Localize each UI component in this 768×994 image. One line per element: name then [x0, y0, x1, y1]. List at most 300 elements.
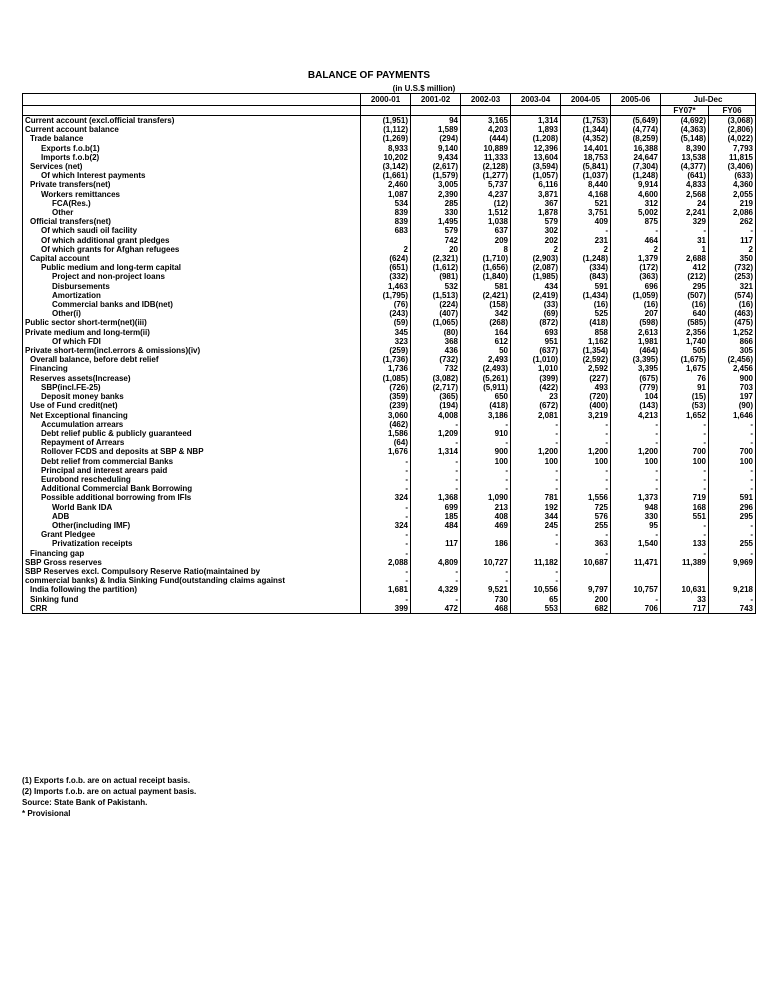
row-value: 3,005	[411, 180, 461, 189]
row-label: SBP Gross reserves	[23, 558, 361, 567]
row-value: 2,460	[361, 180, 411, 189]
row-value: -	[709, 549, 756, 558]
row-value: (334)	[561, 263, 611, 272]
row-value: (4,774)	[611, 125, 661, 134]
row-label: Grant Pledgee	[23, 530, 361, 539]
row-value: (1,085)	[361, 374, 411, 383]
row-value: 363	[561, 539, 611, 548]
row-value: 104	[611, 392, 661, 401]
row-value: -	[361, 466, 411, 475]
row-value: 1,200	[561, 447, 611, 456]
row-value: -	[611, 429, 661, 438]
row-value: (720)	[561, 392, 611, 401]
row-value: -	[461, 420, 511, 429]
row-value: (227)	[561, 374, 611, 383]
row-value: 719	[661, 493, 709, 502]
row-value: (4,377)	[661, 162, 709, 171]
row-value: 484	[411, 521, 461, 530]
row-value: (1,344)	[561, 125, 611, 134]
row-label: Overall balance, before debt relief	[23, 355, 361, 364]
row-value: -	[461, 438, 511, 447]
row-value: -	[361, 530, 411, 539]
row-value: 350	[709, 254, 756, 263]
row-value: (69)	[511, 309, 561, 318]
table-row	[23, 300, 756, 309]
row-value: 302	[511, 226, 561, 235]
row-value: (4,352)	[561, 134, 611, 143]
table-row	[23, 309, 756, 318]
row-value: (585)	[661, 318, 709, 327]
row-value: (732)	[709, 263, 756, 272]
row-value: 76	[661, 374, 709, 383]
row-value: -	[411, 475, 461, 484]
row-value: -	[709, 438, 756, 447]
row-value: -	[709, 420, 756, 429]
row-value: -	[411, 420, 461, 429]
row-value: 521	[561, 199, 611, 208]
table-row	[23, 364, 756, 373]
row-label: Possible additional borrowing from IFIs	[23, 493, 361, 502]
row-value: 9,434	[411, 153, 461, 162]
row-value	[411, 549, 461, 558]
row-value: -	[561, 429, 611, 438]
row-value: 579	[511, 217, 561, 226]
row-value: 2,356	[661, 328, 709, 337]
row-value: 640	[661, 309, 709, 318]
row-value: 703	[709, 383, 756, 392]
header-blank	[23, 94, 361, 106]
table-row	[23, 567, 756, 576]
table-row	[23, 272, 756, 281]
row-value: -	[561, 438, 611, 447]
row-value: 323	[361, 337, 411, 346]
row-value: 732	[411, 364, 461, 373]
row-value: (1,579)	[411, 171, 461, 180]
row-value: 2,390	[411, 190, 461, 199]
table-row	[23, 171, 756, 180]
row-value: (843)	[561, 272, 611, 281]
row-value	[461, 549, 511, 558]
row-value: (675)	[611, 374, 661, 383]
row-value: (2,421)	[461, 291, 511, 300]
row-value: 9,797	[561, 585, 611, 594]
row-value: 164	[461, 328, 511, 337]
row-value: (2,321)	[411, 254, 461, 263]
row-value: (3,068)	[709, 116, 756, 126]
row-value	[361, 236, 411, 245]
row-value: -	[661, 466, 709, 475]
row-value: -	[511, 539, 561, 548]
row-label: FCA(Res.)	[23, 199, 361, 208]
row-value: 948	[611, 503, 661, 512]
row-value: 11,815	[709, 153, 756, 162]
row-value: (143)	[611, 401, 661, 410]
row-value: 295	[661, 282, 709, 291]
row-value: (212)	[661, 272, 709, 281]
row-value: (574)	[709, 291, 756, 300]
row-value: 24,647	[611, 153, 661, 162]
row-value: 324	[361, 521, 411, 530]
row-value: -	[411, 466, 461, 475]
row-value: 700	[709, 447, 756, 456]
row-value: 11,182	[511, 558, 561, 567]
row-value: 117	[709, 236, 756, 245]
row-value: 192	[511, 503, 561, 512]
table-row	[23, 190, 756, 199]
table-row	[23, 144, 756, 153]
row-value: -	[611, 438, 661, 447]
row-value: 100	[461, 457, 511, 466]
row-value: 725	[561, 503, 611, 512]
table-row	[23, 245, 756, 254]
row-value: 367	[511, 199, 561, 208]
row-value: -	[611, 595, 661, 604]
table-row	[23, 236, 756, 245]
row-value: -	[611, 466, 661, 475]
row-value: 202	[511, 236, 561, 245]
row-value: 706	[611, 604, 661, 614]
row-value	[611, 567, 661, 576]
table-row	[23, 539, 756, 548]
row-value: 4,809	[411, 558, 461, 567]
row-value: 255	[709, 539, 756, 548]
row-value: 4,237	[461, 190, 511, 199]
row-label: Of which saudi oil facility	[23, 226, 361, 235]
table-row	[23, 291, 756, 300]
row-value: 409	[561, 217, 611, 226]
row-value: 5,737	[461, 180, 511, 189]
row-value: 591	[561, 282, 611, 291]
row-value: (1,612)	[411, 263, 461, 272]
row-value: -	[511, 475, 561, 484]
row-label: Services (net)	[23, 162, 361, 171]
row-value: (5,841)	[561, 162, 611, 171]
row-value: 305	[709, 346, 756, 355]
table-row	[23, 447, 756, 456]
row-value: 295	[709, 512, 756, 521]
row-value	[511, 549, 561, 558]
row-value: 9,969	[709, 558, 756, 567]
row-value: (2,456)	[709, 355, 756, 364]
row-value: 4,833	[661, 180, 709, 189]
row-value: -	[709, 226, 756, 235]
table-row	[23, 558, 756, 567]
row-value: (633)	[709, 171, 756, 180]
table-row	[23, 530, 756, 539]
row-value: (194)	[411, 401, 461, 410]
row-label: Other	[23, 208, 361, 217]
table-row	[23, 254, 756, 263]
row-value: (1,661)	[361, 171, 411, 180]
row-value: 324	[361, 493, 411, 502]
row-value: 11,389	[661, 558, 709, 567]
row-value: (732)	[411, 355, 461, 364]
row-value: 11,471	[611, 558, 661, 567]
row-value: (5,649)	[611, 116, 661, 126]
row-value: 399	[361, 604, 411, 614]
row-label: Repayment of Arrears	[23, 438, 361, 447]
row-value: 33	[661, 595, 709, 604]
row-value: 345	[361, 328, 411, 337]
row-value: -	[561, 549, 611, 558]
row-value: 11,333	[461, 153, 511, 162]
row-value: 31	[661, 236, 709, 245]
row-value: 95	[611, 521, 661, 530]
row-value: 1,675	[661, 364, 709, 373]
footnote: Source: State Bank of Pakistanh.	[22, 798, 148, 807]
row-value: -	[661, 549, 709, 558]
row-value: 436	[411, 346, 461, 355]
row-value: (475)	[709, 318, 756, 327]
row-value: 10,556	[511, 585, 561, 594]
row-label: Public medium and long-term capital	[23, 263, 361, 272]
row-value: -	[361, 512, 411, 521]
row-value: -	[561, 420, 611, 429]
row-value: (64)	[361, 438, 411, 447]
row-value: 4,008	[411, 411, 461, 420]
row-value: 219	[709, 199, 756, 208]
row-value: -	[361, 595, 411, 604]
row-value: 207	[611, 309, 661, 318]
row-value: 591	[709, 493, 756, 502]
row-value: 1,740	[661, 337, 709, 346]
row-value: (8,259)	[611, 134, 661, 143]
row-value	[709, 567, 756, 576]
row-value: 4,203	[461, 125, 511, 134]
row-value: (444)	[461, 134, 511, 143]
row-value: 2	[561, 245, 611, 254]
row-value: 875	[611, 217, 661, 226]
subheader-blank	[23, 106, 361, 116]
row-value: 200	[561, 595, 611, 604]
row-value: 576	[561, 512, 611, 521]
row-value: 1,200	[511, 447, 561, 456]
row-value: 2	[361, 245, 411, 254]
row-value: 10,202	[361, 153, 411, 162]
row-label: Sinking fund	[23, 595, 361, 604]
row-value: 8,933	[361, 144, 411, 153]
row-value: (598)	[611, 318, 661, 327]
row-value: -	[461, 576, 511, 585]
row-value: 434	[511, 282, 561, 291]
row-value: -	[411, 567, 461, 576]
row-label: SBP(incl.FE-25)	[23, 383, 361, 392]
row-value: 505	[661, 346, 709, 355]
row-value: 1,162	[561, 337, 611, 346]
row-value: -	[661, 429, 709, 438]
table-row	[23, 328, 756, 337]
row-label: Debt relief public & publicly guaranteed	[23, 429, 361, 438]
row-label: Accumulation arrears	[23, 420, 361, 429]
row-value: (16)	[561, 300, 611, 309]
row-value: 464	[611, 236, 661, 245]
row-value: 910	[461, 429, 511, 438]
row-value: (624)	[361, 254, 411, 263]
row-value: (422)	[511, 383, 561, 392]
row-value: (637)	[511, 346, 561, 355]
row-label: Disbursements	[23, 282, 361, 291]
row-value: 13,604	[511, 153, 561, 162]
row-value: 1,878	[511, 208, 561, 217]
row-value: 296	[709, 503, 756, 512]
row-value: (1,065)	[411, 318, 461, 327]
row-value: 1,200	[611, 447, 661, 456]
row-value: -	[411, 457, 461, 466]
row-value: 1,893	[511, 125, 561, 134]
row-value: 231	[561, 236, 611, 245]
row-value: 1,589	[411, 125, 461, 134]
col-subheader: FY07*	[661, 106, 709, 116]
table-row	[23, 549, 756, 558]
table-row	[23, 576, 756, 585]
row-value: 329	[661, 217, 709, 226]
table-row	[23, 383, 756, 392]
row-value: 700	[661, 447, 709, 456]
row-value: -	[411, 484, 461, 493]
table-row	[23, 346, 756, 355]
col-subheader: FY06	[709, 106, 756, 116]
table-row	[23, 208, 756, 217]
row-value: 330	[611, 512, 661, 521]
row-value: 1,646	[709, 411, 756, 420]
row-label: Private short-term(incl.errors & omissions)(iv)	[23, 346, 361, 355]
row-value: 1,090	[461, 493, 511, 502]
row-value: 2,055	[709, 190, 756, 199]
row-value: 742	[411, 236, 461, 245]
row-value: -	[461, 475, 511, 484]
row-value: 12,396	[511, 144, 561, 153]
row-value	[661, 576, 709, 585]
row-value: (1,753)	[561, 116, 611, 126]
col-header: 2005-06	[611, 94, 661, 106]
row-label: Reserves assets(Increase)	[23, 374, 361, 383]
row-value: (239)	[361, 401, 411, 410]
row-value: -	[361, 549, 411, 558]
row-value: (462)	[361, 420, 411, 429]
row-value: 2,088	[361, 558, 411, 567]
row-value: -	[511, 438, 561, 447]
table-row	[23, 153, 756, 162]
row-value: 696	[611, 282, 661, 291]
col-header: 2003-04	[511, 94, 561, 106]
table-row	[23, 475, 756, 484]
row-value: 858	[561, 328, 611, 337]
footnote: * Provisional	[22, 809, 71, 818]
row-value: (400)	[561, 401, 611, 410]
row-value: 321	[709, 282, 756, 291]
row-label: Financing	[23, 364, 361, 373]
header-row	[23, 94, 756, 106]
row-value: -	[611, 226, 661, 235]
row-label: Eurobond rescheduling	[23, 475, 361, 484]
row-value: 100	[511, 457, 561, 466]
row-value: (651)	[361, 263, 411, 272]
row-label: Privatization receipts	[23, 539, 361, 548]
row-value	[709, 576, 756, 585]
table-row	[23, 503, 756, 512]
table-row	[23, 116, 756, 126]
row-value: (463)	[709, 309, 756, 318]
row-value: 245	[511, 521, 561, 530]
row-value: (2,717)	[411, 383, 461, 392]
row-value: 117	[411, 539, 461, 548]
row-value: (3,594)	[511, 162, 561, 171]
row-value: 2,592	[561, 364, 611, 373]
row-value: -	[511, 567, 561, 576]
row-value: (16)	[709, 300, 756, 309]
table-row	[23, 585, 756, 594]
row-value: (672)	[511, 401, 561, 410]
row-label: Private transfers(net)	[23, 180, 361, 189]
table-row	[23, 438, 756, 447]
row-value: 197	[709, 392, 756, 401]
title-text: BALANCE OF PAYMENTS	[307, 70, 431, 81]
row-value: 4,213	[611, 411, 661, 420]
row-value: (2,617)	[411, 162, 461, 171]
row-value: 693	[511, 328, 561, 337]
row-label: Of which grants for Afghan refugees	[23, 245, 361, 254]
row-value: 1,368	[411, 493, 461, 502]
row-value: (464)	[611, 346, 661, 355]
row-value: 1,981	[611, 337, 661, 346]
row-value: 285	[411, 199, 461, 208]
row-value: 682	[561, 604, 611, 614]
row-value: (2,806)	[709, 125, 756, 134]
row-value	[461, 530, 511, 539]
row-value: -	[511, 429, 561, 438]
row-value: 532	[411, 282, 461, 291]
row-value: (1,037)	[561, 171, 611, 180]
row-value: 312	[611, 199, 661, 208]
row-value: 6,116	[511, 180, 561, 189]
table-row	[23, 493, 756, 502]
row-value: (7,304)	[611, 162, 661, 171]
row-value: 7,793	[709, 144, 756, 153]
row-value: 10,727	[461, 558, 511, 567]
table-row	[23, 429, 756, 438]
row-label: Deposit money banks	[23, 392, 361, 401]
row-value: 3,186	[461, 411, 511, 420]
row-label: Amortization	[23, 291, 361, 300]
row-label: Exports f.o.b(1)	[23, 144, 361, 153]
row-label: India following the partition)	[23, 585, 361, 594]
row-value: -	[361, 484, 411, 493]
row-value: 2,613	[611, 328, 661, 337]
row-value: (5,911)	[461, 383, 511, 392]
row-label: Current account (excl.official transfers)	[23, 116, 361, 126]
row-value: 3,060	[361, 411, 411, 420]
row-value: 839	[361, 208, 411, 217]
row-value: -	[709, 595, 756, 604]
unit-text: (in U.S.$ million)	[392, 84, 456, 93]
row-value: 2	[611, 245, 661, 254]
table-row	[23, 521, 756, 530]
row-value: 534	[361, 199, 411, 208]
row-value	[561, 576, 611, 585]
row-value: 255	[561, 521, 611, 530]
table-row	[23, 604, 756, 614]
row-value: 493	[561, 383, 611, 392]
footnote: (1) Exports f.o.b. are on actual receipt basis.	[22, 776, 191, 785]
row-value: 1,736	[361, 364, 411, 373]
row-value: 91	[661, 383, 709, 392]
row-value: (2,087)	[511, 263, 561, 272]
row-value	[561, 567, 611, 576]
col-header: 2004-05	[561, 94, 611, 106]
footnote: (2) Imports f.o.b. are on actual payment basis.	[22, 787, 197, 796]
row-value: 1,540	[611, 539, 661, 548]
row-value: 553	[511, 604, 561, 614]
